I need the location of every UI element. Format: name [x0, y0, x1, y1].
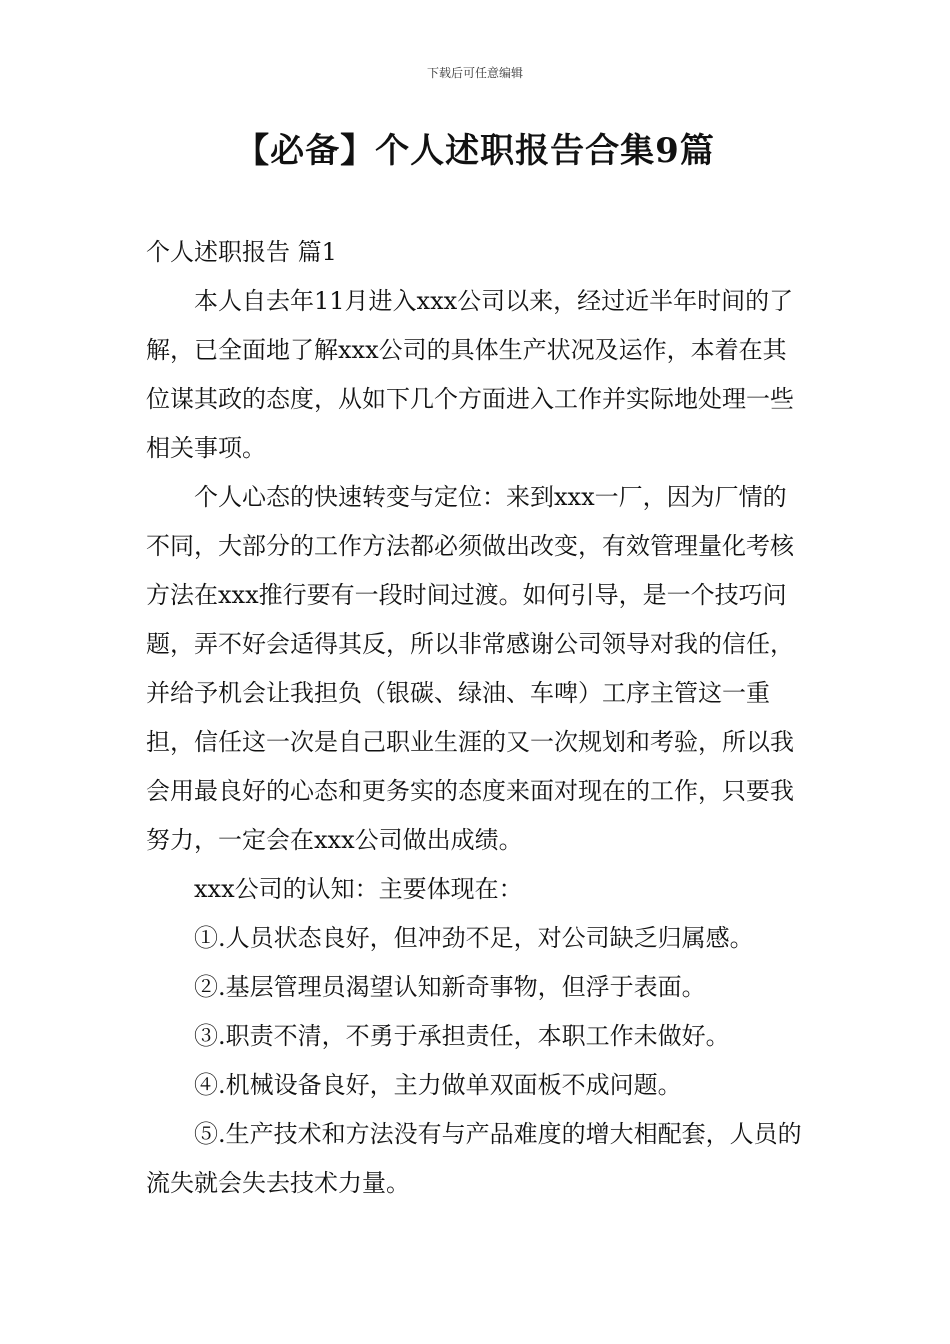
paragraph-cognition: xxx公司的认知：主要体现在： [194, 875, 523, 903]
paragraph-mindset: 个人心态的快速转变与定位：来到xxx一厂，因为厂情的不同，大部分的工作方法都必须做出改变，有效管理量化考核方法在xxx推行要有一段时间过渡。如何引导，是一个技巧问题，弄不好会适得其反，所以非常感谢公司领导对我的信任，并给予机会让我担负（银碳、绿油、车啤）工序主管这一重担，信任这一次是自己职业生涯的又一次规划和考验，所以我会用最良好的心态和更务实的态度来面对现在的工作，只要我努力，一定会在xxx公司做出成绩。 [146, 483, 794, 854]
section-heading: 个人述职报告 篇1 [146, 238, 337, 266]
document-title: 【必备】个人述职报告合集9篇 [235, 131, 715, 171]
header-note: 下载后可任意编辑 [426, 66, 523, 80]
list-item: ②.基层管理员渴望认知新奇事物，但浮于表面。 [194, 973, 706, 1001]
list-item: ③.职责不清，不勇于承担责任，本职工作未做好。 [194, 1022, 730, 1050]
document-body [146, 228, 810, 1208]
list-item: ⑤.生产技术和方法没有与产品难度的增大相配套，人员的流失就会失去技术力量。 [146, 1120, 802, 1197]
paragraph-intro: 本人自去年11月进入xxx公司以来，经过近半年时间的了解，已全面地了解xxx公司的具体生产状况及运作，本着在其位谋其政的态度，从如下几个方面进入工作并实际地处理一些相关事项。 [146, 287, 794, 462]
list-item: ④.机械设备良好，主力做单双面板不成问题。 [194, 1071, 682, 1099]
list-item: ①.人员状态良好，但冲劲不足，对公司缺乏归属感。 [194, 924, 754, 952]
